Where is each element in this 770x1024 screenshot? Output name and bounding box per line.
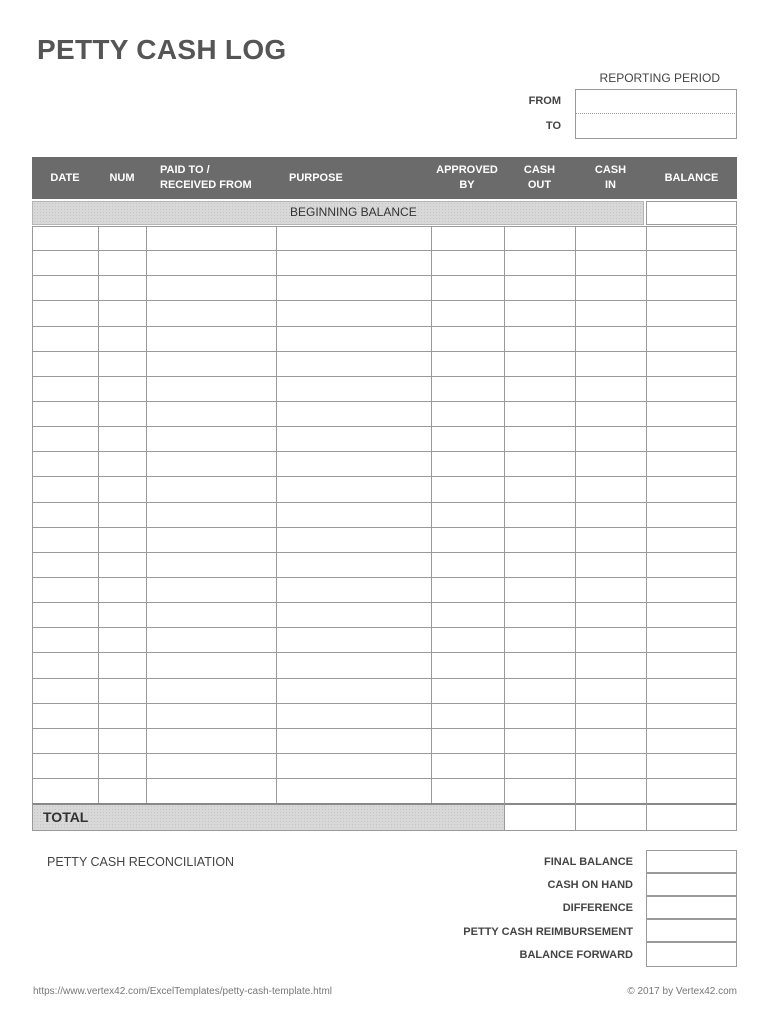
table-row: [32, 729, 737, 754]
from-label: FROM: [528, 95, 561, 107]
cell-cash-out[interactable]: [504, 276, 575, 300]
cell-balance[interactable]: [646, 603, 737, 627]
cell-cash-out[interactable]: [504, 603, 575, 627]
cell-num[interactable]: [98, 402, 146, 426]
cell-purpose[interactable]: [276, 653, 431, 677]
cell-purpose[interactable]: [276, 427, 431, 451]
cell-balance[interactable]: [646, 352, 737, 376]
cell-approved-by[interactable]: [431, 301, 504, 325]
total-balance-field[interactable]: [646, 803, 737, 831]
cash-on-hand-label: CASH ON HAND: [547, 879, 633, 891]
cell-cash-in[interactable]: [575, 528, 646, 552]
cell-date[interactable]: [32, 377, 98, 401]
cell-date[interactable]: [32, 528, 98, 552]
cell-approved-by[interactable]: [431, 528, 504, 552]
cell-paid-to[interactable]: [146, 452, 276, 476]
cell-cash-in[interactable]: [575, 503, 646, 527]
cell-balance[interactable]: [646, 754, 737, 778]
cell-cash-in[interactable]: [575, 427, 646, 451]
table-row: [32, 553, 737, 578]
cell-cash-out[interactable]: [504, 653, 575, 677]
cell-balance[interactable]: [646, 578, 737, 602]
cell-cash-out[interactable]: [504, 679, 575, 703]
header-cash-in: CASH IN: [594, 164, 627, 191]
cell-date[interactable]: [32, 578, 98, 602]
cell-cash-out[interactable]: [504, 628, 575, 652]
cell-cash-out[interactable]: [504, 503, 575, 527]
cell-balance[interactable]: [646, 301, 737, 325]
cell-approved-by[interactable]: [431, 729, 504, 753]
cell-purpose[interactable]: [276, 779, 431, 803]
table-row: [32, 603, 737, 628]
cell-cash-in[interactable]: [575, 603, 646, 627]
cell-date[interactable]: [32, 452, 98, 476]
cell-paid-to[interactable]: [146, 276, 276, 300]
cell-cash-out[interactable]: [504, 704, 575, 728]
cell-cash-out[interactable]: [504, 452, 575, 476]
cell-paid-to[interactable]: [146, 704, 276, 728]
cell-purpose[interactable]: [276, 503, 431, 527]
cell-approved-by[interactable]: [431, 227, 504, 250]
log-table-body: [32, 226, 737, 804]
cell-purpose[interactable]: [276, 578, 431, 602]
cell-num[interactable]: [98, 679, 146, 703]
cell-num[interactable]: [98, 653, 146, 677]
cell-cash-out[interactable]: [504, 227, 575, 250]
header-date: DATE: [50, 171, 80, 184]
cell-num[interactable]: [98, 754, 146, 778]
balance-forward-field[interactable]: [646, 942, 737, 967]
to-field[interactable]: [575, 113, 737, 139]
cell-paid-to[interactable]: [146, 377, 276, 401]
cell-date[interactable]: [32, 402, 98, 426]
cell-num[interactable]: [98, 352, 146, 376]
cell-num[interactable]: [98, 729, 146, 753]
cell-date[interactable]: [32, 276, 98, 300]
total-cash-out-field[interactable]: [504, 803, 576, 831]
cell-date[interactable]: [32, 729, 98, 753]
from-field[interactable]: [575, 89, 737, 114]
total-row: [32, 803, 737, 831]
header-purpose: PURPOSE: [289, 171, 343, 184]
cell-date[interactable]: [32, 653, 98, 677]
cell-num[interactable]: [98, 704, 146, 728]
cell-approved-by[interactable]: [431, 251, 504, 275]
cell-paid-to[interactable]: [146, 227, 276, 250]
page-title: PETTY CASH LOG: [37, 34, 287, 65]
header-paid-to: PAID TO / RECEIVED FROM: [160, 164, 252, 191]
cell-num[interactable]: [98, 251, 146, 275]
cell-date[interactable]: [32, 301, 98, 325]
table-row: [32, 276, 737, 301]
cell-approved-by[interactable]: [431, 503, 504, 527]
table-row: [32, 528, 737, 553]
cell-cash-out[interactable]: [504, 528, 575, 552]
cell-balance[interactable]: [646, 628, 737, 652]
cell-cash-out[interactable]: [504, 729, 575, 753]
cell-purpose[interactable]: [276, 452, 431, 476]
cell-num[interactable]: [98, 528, 146, 552]
cell-num[interactable]: [98, 553, 146, 577]
to-label: TO: [545, 120, 561, 132]
cell-date[interactable]: [32, 628, 98, 652]
cell-balance[interactable]: [646, 227, 737, 250]
table-row: [32, 402, 737, 427]
cell-purpose[interactable]: [276, 754, 431, 778]
cell-purpose[interactable]: [276, 679, 431, 703]
cell-purpose[interactable]: [276, 729, 431, 753]
cell-date[interactable]: [32, 553, 98, 577]
cell-cash-out[interactable]: [504, 427, 575, 451]
cell-approved-by[interactable]: [431, 603, 504, 627]
cell-paid-to[interactable]: [146, 653, 276, 677]
cell-purpose[interactable]: [276, 603, 431, 627]
cash-on-hand-field[interactable]: [646, 873, 737, 896]
table-row: [32, 427, 737, 452]
cell-cash-in[interactable]: [575, 301, 646, 325]
cell-paid-to[interactable]: [146, 503, 276, 527]
cell-cash-in[interactable]: [575, 553, 646, 577]
cell-approved-by[interactable]: [431, 352, 504, 376]
cell-balance[interactable]: [646, 251, 737, 275]
cell-date[interactable]: [32, 603, 98, 627]
cell-num[interactable]: [98, 452, 146, 476]
cell-cash-in[interactable]: [575, 227, 646, 250]
table-row: [32, 226, 737, 251]
cell-num[interactable]: [98, 578, 146, 602]
cell-approved-by[interactable]: [431, 553, 504, 577]
cell-approved-by[interactable]: [431, 477, 504, 501]
table-row: [32, 578, 737, 603]
reporting-period-label: REPORTING PERIOD: [599, 71, 720, 85]
cell-approved-by[interactable]: [431, 402, 504, 426]
cell-purpose[interactable]: [276, 477, 431, 501]
cell-cash-in[interactable]: [575, 578, 646, 602]
header-approved-by: APPROVED BY: [436, 164, 498, 191]
beginning-balance-row: [32, 201, 737, 225]
cell-approved-by[interactable]: [431, 779, 504, 803]
table-row: [32, 477, 737, 502]
cell-cash-out[interactable]: [504, 301, 575, 325]
cell-balance[interactable]: [646, 402, 737, 426]
cell-num[interactable]: [98, 377, 146, 401]
cell-balance[interactable]: [646, 653, 737, 677]
cell-paid-to[interactable]: [146, 779, 276, 803]
total-shaded: [32, 803, 504, 831]
table-row: [32, 628, 737, 653]
cell-balance[interactable]: [646, 427, 737, 451]
beginning-balance-label: BEGINNING BALANCE: [290, 205, 417, 219]
reconciliation-title: PETTY CASH RECONCILIATION: [47, 855, 235, 869]
cell-paid-to[interactable]: [146, 301, 276, 325]
cell-balance[interactable]: [646, 553, 737, 577]
cell-balance[interactable]: [646, 452, 737, 476]
cell-approved-by[interactable]: [431, 452, 504, 476]
cell-purpose[interactable]: [276, 402, 431, 426]
cell-date[interactable]: [32, 251, 98, 275]
cell-cash-out[interactable]: [504, 251, 575, 275]
cell-paid-to[interactable]: [146, 327, 276, 351]
cell-balance[interactable]: [646, 377, 737, 401]
cell-cash-in[interactable]: [575, 754, 646, 778]
cell-purpose[interactable]: [276, 251, 431, 275]
cell-balance[interactable]: [646, 327, 737, 351]
cell-approved-by[interactable]: [431, 628, 504, 652]
cell-num[interactable]: [98, 427, 146, 451]
table-row: [32, 503, 737, 528]
cell-date[interactable]: [32, 704, 98, 728]
cell-balance[interactable]: [646, 477, 737, 501]
reimbursement-label: PETTY CASH REIMBURSEMENT: [463, 926, 633, 938]
cell-date[interactable]: [32, 779, 98, 803]
cell-date[interactable]: [32, 227, 98, 250]
cell-approved-by[interactable]: [431, 327, 504, 351]
cell-paid-to[interactable]: [146, 679, 276, 703]
cell-paid-to[interactable]: [146, 603, 276, 627]
cell-cash-in[interactable]: [575, 352, 646, 376]
table-row: [32, 352, 737, 377]
beginning-balance-field[interactable]: [646, 201, 737, 225]
cell-cash-out[interactable]: [504, 578, 575, 602]
final-balance-field[interactable]: [646, 850, 737, 873]
table-row: [32, 653, 737, 678]
cell-cash-out[interactable]: [504, 779, 575, 803]
cell-date[interactable]: [32, 327, 98, 351]
cell-date[interactable]: [32, 503, 98, 527]
cell-num[interactable]: [98, 477, 146, 501]
header-balance: BALANCE: [664, 171, 719, 184]
table-row: [32, 251, 737, 276]
difference-field[interactable]: [646, 896, 737, 919]
cell-paid-to[interactable]: [146, 628, 276, 652]
cell-paid-to[interactable]: [146, 754, 276, 778]
cell-approved-by[interactable]: [431, 679, 504, 703]
cell-paid-to[interactable]: [146, 402, 276, 426]
cell-num[interactable]: [98, 301, 146, 325]
cell-purpose[interactable]: [276, 553, 431, 577]
cell-num[interactable]: [98, 503, 146, 527]
cell-cash-in[interactable]: [575, 729, 646, 753]
cell-purpose[interactable]: [276, 327, 431, 351]
cell-cash-in[interactable]: [575, 477, 646, 501]
cell-approved-by[interactable]: [431, 653, 504, 677]
cell-cash-in[interactable]: [575, 276, 646, 300]
cell-approved-by[interactable]: [431, 276, 504, 300]
cell-paid-to[interactable]: [146, 553, 276, 577]
cell-cash-in[interactable]: [575, 628, 646, 652]
cell-cash-in[interactable]: [575, 251, 646, 275]
cell-date[interactable]: [32, 427, 98, 451]
cell-date[interactable]: [32, 352, 98, 376]
table-row: [32, 754, 737, 779]
cell-approved-by[interactable]: [431, 754, 504, 778]
cell-cash-out[interactable]: [504, 754, 575, 778]
table-row: [32, 327, 737, 352]
reimbursement-field[interactable]: [646, 919, 737, 942]
cell-paid-to[interactable]: [146, 729, 276, 753]
cell-num[interactable]: [98, 227, 146, 250]
cell-purpose[interactable]: [276, 704, 431, 728]
cell-cash-in[interactable]: [575, 679, 646, 703]
total-label: TOTAL: [43, 809, 89, 825]
table-row: [32, 377, 737, 402]
cell-balance[interactable]: [646, 704, 737, 728]
cell-num[interactable]: [98, 603, 146, 627]
cell-balance[interactable]: [646, 729, 737, 753]
footer-copyright: © 2017 by Vertex42.com: [627, 986, 737, 997]
cell-cash-out[interactable]: [504, 402, 575, 426]
cell-purpose[interactable]: [276, 628, 431, 652]
cell-cash-in[interactable]: [575, 779, 646, 803]
cell-paid-to[interactable]: [146, 251, 276, 275]
cell-cash-in[interactable]: [575, 327, 646, 351]
table-row: [32, 301, 737, 326]
cell-cash-in[interactable]: [575, 402, 646, 426]
cell-approved-by[interactable]: [431, 377, 504, 401]
cell-purpose[interactable]: [276, 227, 431, 250]
cell-num[interactable]: [98, 779, 146, 803]
cell-paid-to[interactable]: [146, 578, 276, 602]
table-header: [32, 157, 737, 199]
difference-label: DIFFERENCE: [562, 902, 633, 914]
table-row: [32, 704, 737, 729]
cell-num[interactable]: [98, 276, 146, 300]
cell-approved-by[interactable]: [431, 578, 504, 602]
cell-cash-in[interactable]: [575, 452, 646, 476]
cell-cash-out[interactable]: [504, 553, 575, 577]
cell-num[interactable]: [98, 628, 146, 652]
cell-purpose[interactable]: [276, 276, 431, 300]
cell-purpose[interactable]: [276, 528, 431, 552]
cell-purpose[interactable]: [276, 352, 431, 376]
cell-balance[interactable]: [646, 528, 737, 552]
header-cash-out: CASH OUT: [523, 164, 556, 191]
cell-date[interactable]: [32, 477, 98, 501]
footer-url[interactable]: https://www.vertex42.com/ExcelTemplates/petty-cash-template.html: [33, 986, 333, 997]
table-row: [32, 779, 737, 804]
cell-cash-out[interactable]: [504, 327, 575, 351]
cell-paid-to[interactable]: [146, 352, 276, 376]
cell-cash-out[interactable]: [504, 352, 575, 376]
cell-cash-in[interactable]: [575, 653, 646, 677]
cell-paid-to[interactable]: [146, 477, 276, 501]
cell-num[interactable]: [98, 327, 146, 351]
cell-purpose[interactable]: [276, 301, 431, 325]
table-row: [32, 452, 737, 477]
cell-date[interactable]: [32, 679, 98, 703]
header-num: NUM: [109, 171, 135, 184]
cell-purpose[interactable]: [276, 377, 431, 401]
cell-cash-in[interactable]: [575, 704, 646, 728]
balance-forward-label: BALANCE FORWARD: [519, 949, 633, 961]
table-row: [32, 679, 737, 704]
final-balance-label: FINAL BALANCE: [543, 856, 633, 868]
cell-approved-by[interactable]: [431, 704, 504, 728]
cell-cash-out[interactable]: [504, 377, 575, 401]
cell-approved-by[interactable]: [431, 427, 504, 451]
cell-balance[interactable]: [646, 503, 737, 527]
cell-balance[interactable]: [646, 779, 737, 803]
cell-paid-to[interactable]: [146, 427, 276, 451]
cell-balance[interactable]: [646, 679, 737, 703]
cell-cash-out[interactable]: [504, 477, 575, 501]
cell-paid-to[interactable]: [146, 528, 276, 552]
cell-date[interactable]: [32, 754, 98, 778]
cell-balance[interactable]: [646, 276, 737, 300]
cell-cash-in[interactable]: [575, 377, 646, 401]
total-cash-in-field[interactable]: [575, 803, 647, 831]
